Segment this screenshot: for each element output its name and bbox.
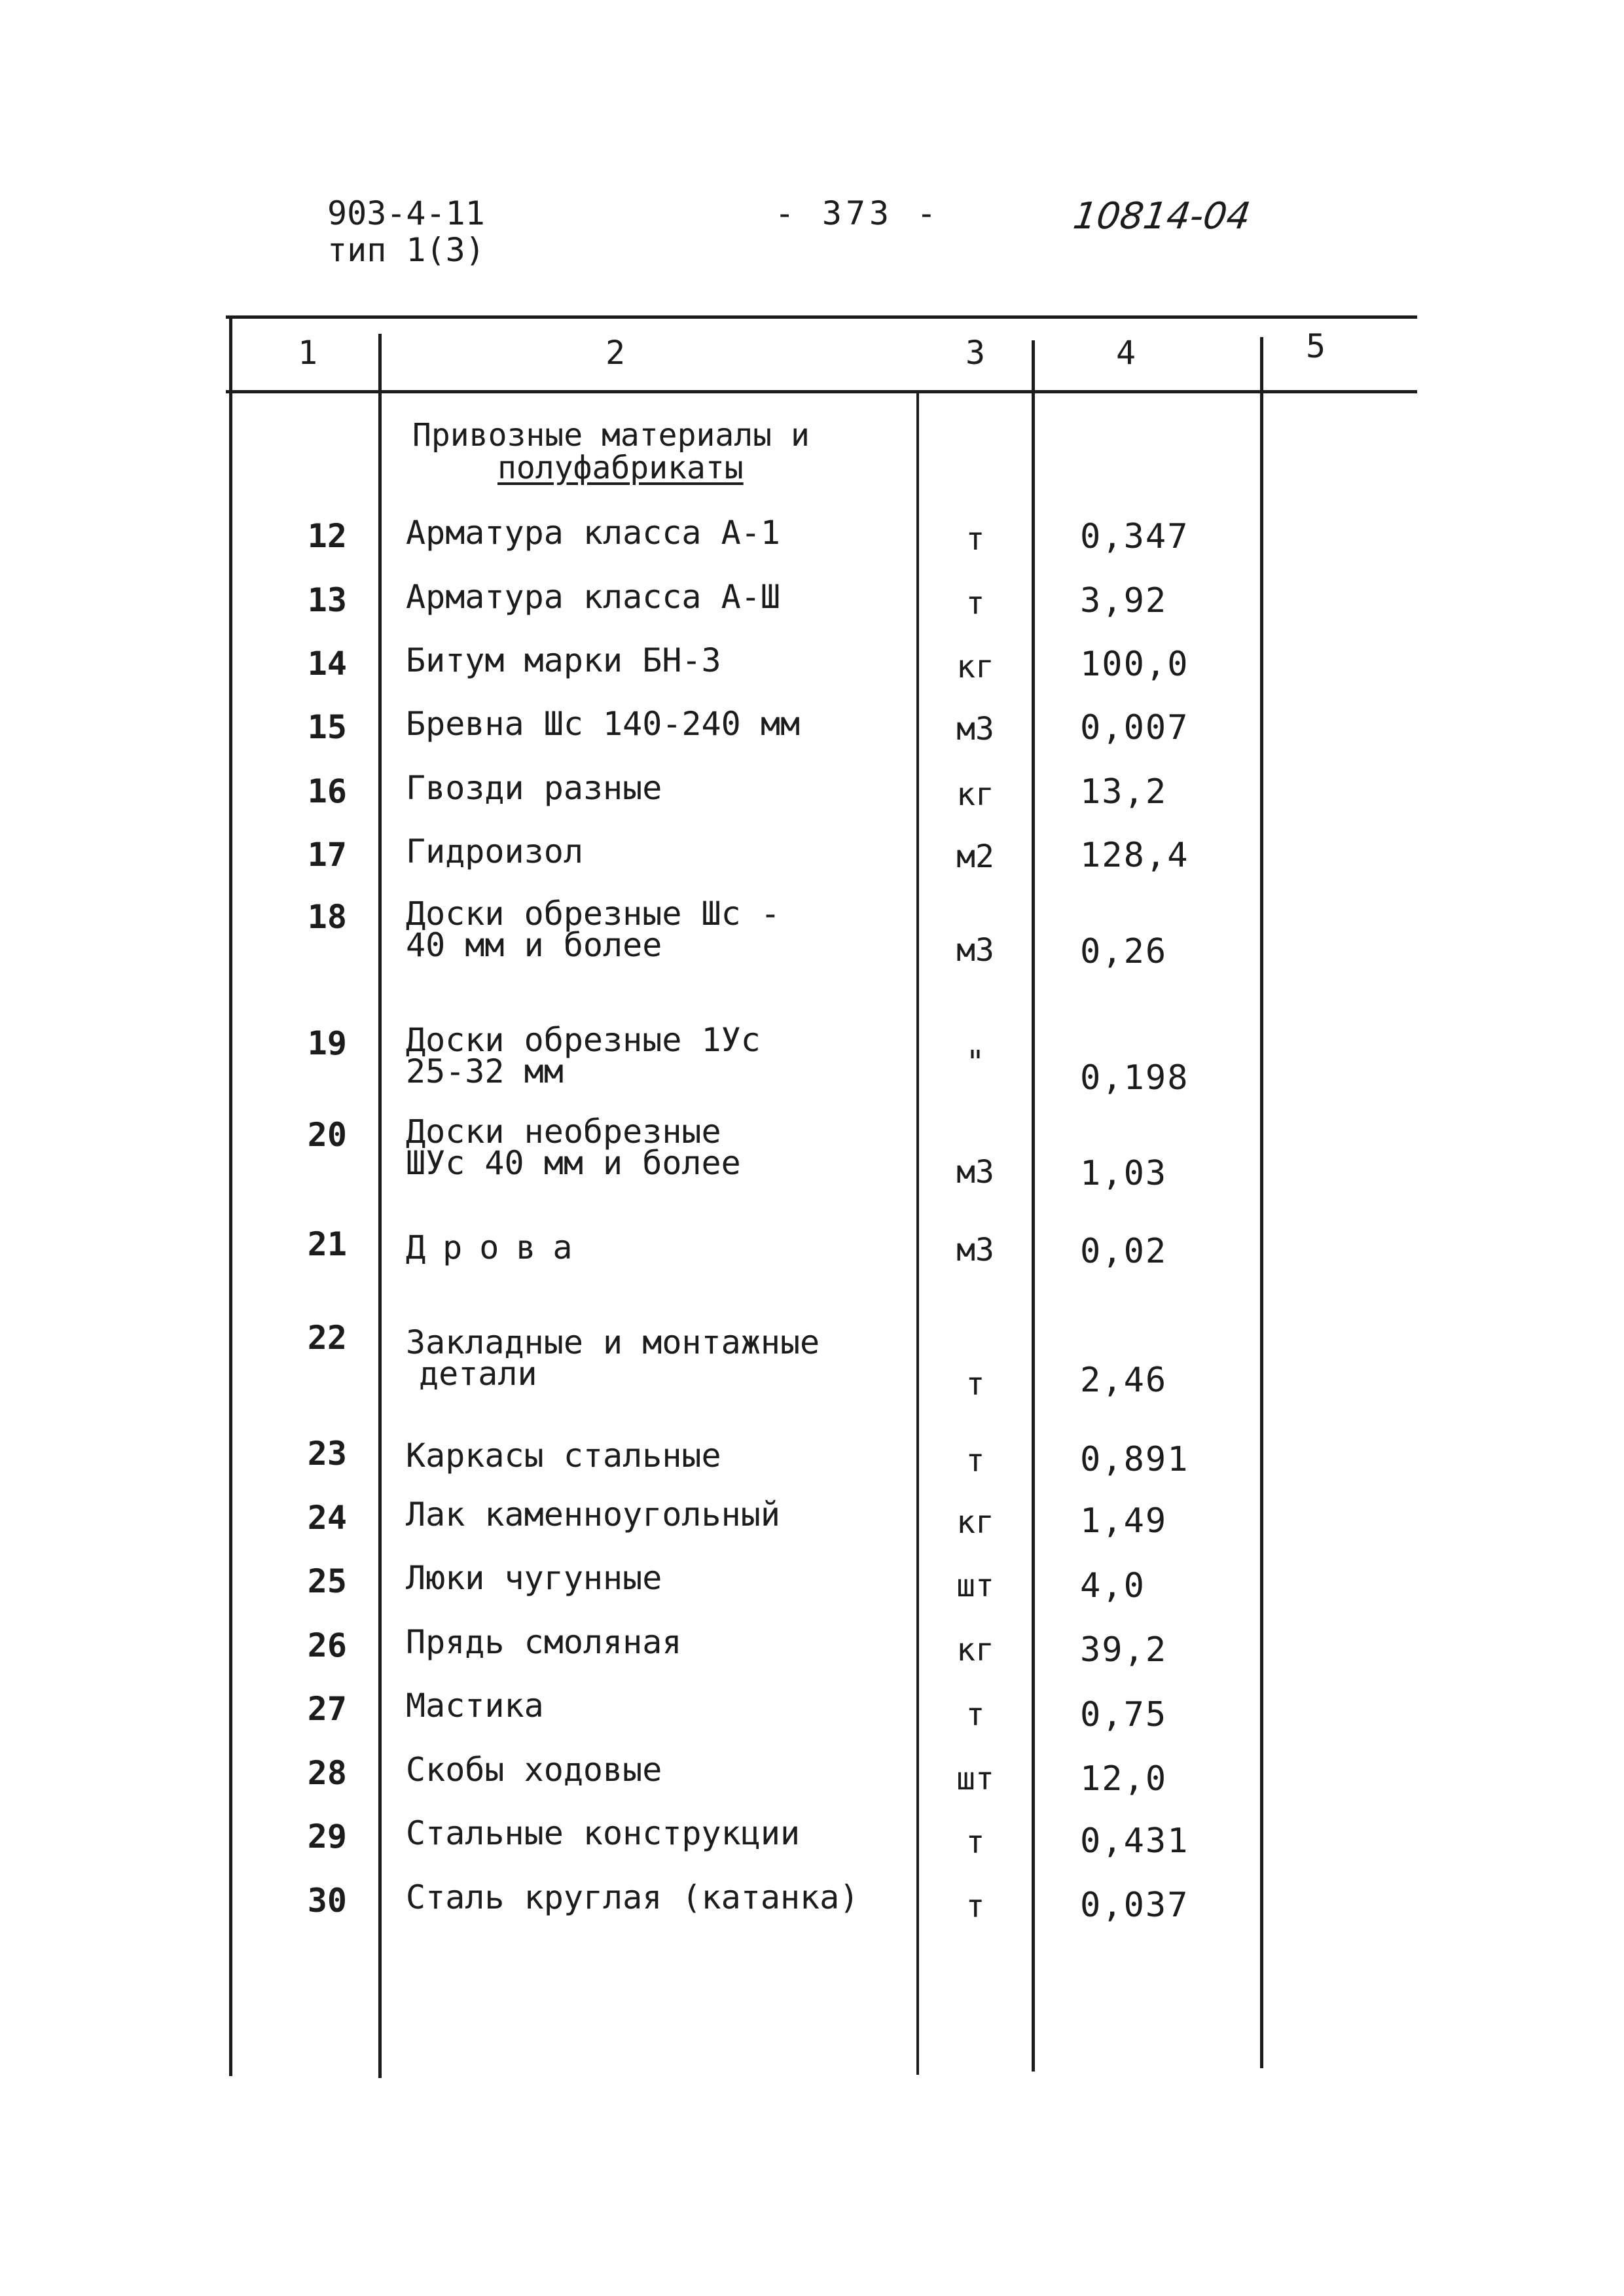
unit: шт (956, 1568, 994, 1604)
unit: т (965, 1443, 985, 1479)
quantity: 0,037 (1080, 1886, 1189, 1925)
material-name-line2: 25-32 мм (406, 1052, 564, 1090)
row-number: 30 (307, 1882, 347, 1920)
material-name: Сталь круглая (катанка) (406, 1878, 859, 1916)
unit: т (965, 1366, 985, 1403)
quantity: 3,92 (1080, 581, 1168, 620)
column-divider-1 (378, 334, 382, 2078)
document-type: тип 1(3) (327, 231, 485, 269)
table-row (0, 1559, 1624, 1605)
material-name: Гвозди разные (406, 769, 662, 807)
unit: кг (956, 1504, 994, 1541)
row-number: 15 (307, 708, 347, 746)
row-number: 19 (307, 1024, 347, 1062)
material-name-line1: Доски необрезные (406, 1113, 721, 1151)
table-row (0, 1113, 1624, 1193)
column-number-4: 4 (1115, 334, 1136, 372)
material-name: Лак каменноугольный (406, 1496, 780, 1534)
unit: т (965, 1696, 985, 1733)
quantity: 13,2 (1080, 772, 1168, 812)
row-number: 27 (307, 1690, 347, 1728)
row-number: 21 (307, 1225, 347, 1263)
material-name-line1: Доски обрезные Шс - (406, 895, 780, 933)
quantity: 100,0 (1080, 645, 1189, 684)
row-number: 22 (307, 1319, 347, 1357)
section-title-line2: полуфабрикаты (497, 450, 744, 486)
quantity: 0,007 (1080, 708, 1189, 747)
unit: " (965, 1044, 985, 1081)
material-name (406, 895, 916, 964)
material-name: Люки чугунные (406, 1559, 662, 1597)
unit: м3 (956, 932, 994, 969)
unit: кг (956, 1632, 994, 1668)
quantity: 0,26 (1080, 932, 1168, 971)
unit: м3 (956, 1154, 994, 1191)
material-name: Скобы ходовые (406, 1751, 662, 1789)
section-title-line1: Привозные материалы и (412, 417, 810, 454)
material-name (406, 1323, 916, 1393)
row-number: 20 (307, 1116, 347, 1154)
row-number: 18 (307, 898, 347, 936)
unit: кг (956, 776, 994, 813)
material-name (406, 1021, 916, 1090)
row-number: 26 (307, 1626, 347, 1664)
row-number: 24 (307, 1499, 347, 1537)
handwritten-doc-number: 10814-04 (1070, 195, 1254, 238)
column-number-2: 2 (605, 334, 626, 372)
material-name-line2: детали (419, 1355, 537, 1393)
unit: т (965, 585, 985, 622)
table-row (0, 1687, 1624, 1734)
table-row (0, 1225, 1624, 1271)
unit: кг (956, 649, 994, 685)
table-row (0, 1623, 1624, 1670)
material-name: Прядь смоляная (406, 1623, 682, 1661)
quantity: 39,2 (1080, 1630, 1168, 1670)
section-title (412, 419, 810, 484)
column-number-5: 5 (1305, 327, 1326, 365)
material-name-line1: Закладные и монтажные (406, 1323, 820, 1361)
table-row (0, 705, 1624, 747)
table-row (0, 769, 1624, 813)
table-row (0, 1751, 1624, 1799)
unit: м2 (956, 838, 994, 875)
unit: шт (956, 1761, 994, 1797)
material-name: Дрова (406, 1229, 590, 1266)
quantity: 0,431 (1080, 1821, 1189, 1861)
material-name-line2: 40 мм и более (406, 926, 662, 964)
material-name-line1: Доски обрезные 1Ус (406, 1021, 761, 1059)
page-number: - 373 - (774, 194, 941, 232)
quantity: 0,02 (1080, 1232, 1168, 1271)
row-number: 29 (307, 1818, 347, 1856)
unit: м3 (956, 1232, 994, 1268)
quantity: 1,03 (1080, 1154, 1168, 1193)
table-row (0, 578, 1624, 622)
table-row (0, 895, 1624, 971)
table-row (0, 1021, 1624, 1098)
row-number: 12 (307, 517, 347, 555)
table-row (0, 514, 1624, 558)
row-number: 14 (307, 645, 347, 683)
quantity: 4,0 (1080, 1566, 1146, 1605)
unit: м3 (956, 711, 994, 747)
row-number: 28 (307, 1754, 347, 1792)
column-number-1: 1 (297, 334, 318, 372)
unit: т (965, 1824, 985, 1861)
row-number: 16 (307, 772, 347, 810)
quantity: 0,198 (1080, 1058, 1189, 1098)
material-name: Бревна Шс 140-240 мм (406, 705, 801, 743)
quantity: 1,49 (1080, 1501, 1168, 1541)
column-divider-left (229, 315, 232, 2076)
material-name: Стальные конструкции (406, 1814, 801, 1852)
quantity: 0,347 (1080, 517, 1189, 556)
material-name: Арматура класса А-1 (406, 514, 780, 552)
row-number: 13 (307, 581, 347, 619)
material-name-line2: ШУс 40 мм и более (406, 1144, 741, 1182)
quantity: 2,46 (1080, 1361, 1168, 1400)
quantity: 12,0 (1080, 1759, 1168, 1799)
material-name: Битум марки БН-3 (406, 641, 721, 679)
row-number: 17 (307, 836, 347, 874)
material-name: Гидроизол (406, 833, 583, 870)
unit: т (965, 521, 985, 558)
table-header-border (226, 390, 1417, 393)
material-name (406, 1113, 916, 1182)
quantity: 0,75 (1080, 1695, 1168, 1734)
unit: т (965, 1888, 985, 1925)
material-name: Мастика (406, 1687, 544, 1725)
document-code: 903-4-11 (327, 194, 485, 232)
material-name: Каркасы стальные (406, 1437, 721, 1475)
material-name: Арматура класса А-Ш (406, 578, 780, 616)
column-number-3: 3 (965, 334, 986, 372)
quantity: 128,4 (1080, 836, 1189, 875)
quantity: 0,891 (1080, 1440, 1189, 1479)
table-top-border (226, 315, 1417, 319)
row-number: 23 (307, 1435, 347, 1473)
row-number: 25 (307, 1562, 347, 1600)
